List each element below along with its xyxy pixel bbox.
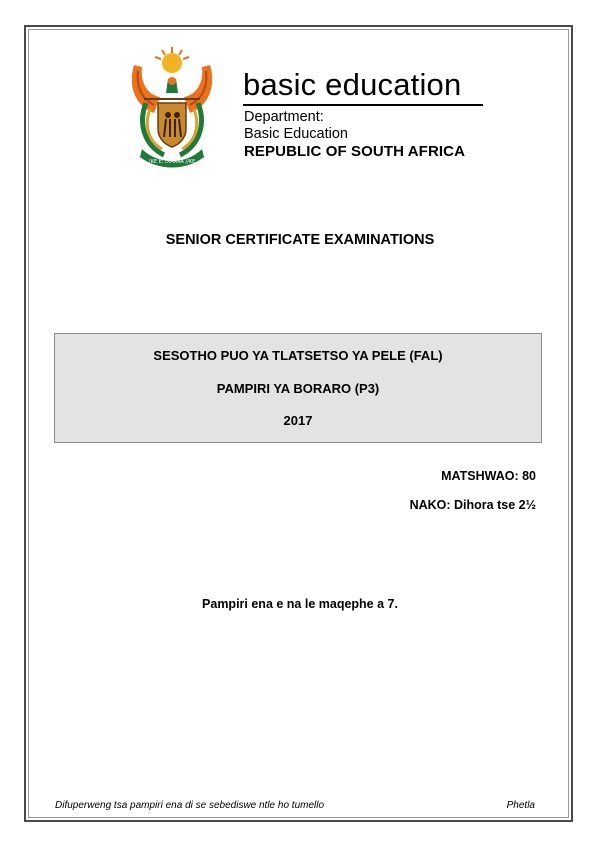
department-name: Basic Education: [244, 126, 348, 142]
page-count-note: Pampiri ena e na le maqephe a 7.: [202, 597, 398, 611]
brand-divider: [243, 104, 483, 106]
paper-number: PAMPIRI YA BORARO (P3): [216, 381, 380, 396]
marks-total: MATSHWAO: 80: [441, 469, 536, 483]
country-name: REPUBLIC OF SOUTH AFRICA: [244, 143, 466, 160]
subject-name: SESOTHO PUO YA TLATSETSO YA PELE (FAL): [153, 348, 443, 363]
time-allowed: NAKO: Dihora tse 2½: [409, 498, 536, 512]
turn-over-note: Phetla: [506, 800, 535, 811]
coat-of-arms-icon: [124, 45, 220, 169]
copyright-notice: Difuperweng tsa pampiri ena di se sebediswe ntle ho tumello: [55, 800, 325, 811]
subject-box: [54, 333, 542, 443]
department-label: Department:: [244, 109, 324, 125]
exam-year: 2017: [283, 413, 313, 428]
brand-title: basic education: [243, 67, 462, 102]
crest-motto: !KE E: /XARRA //KE: [148, 159, 196, 165]
exam-title: SENIOR CERTIFICATE EXAMINATIONS: [165, 232, 435, 248]
